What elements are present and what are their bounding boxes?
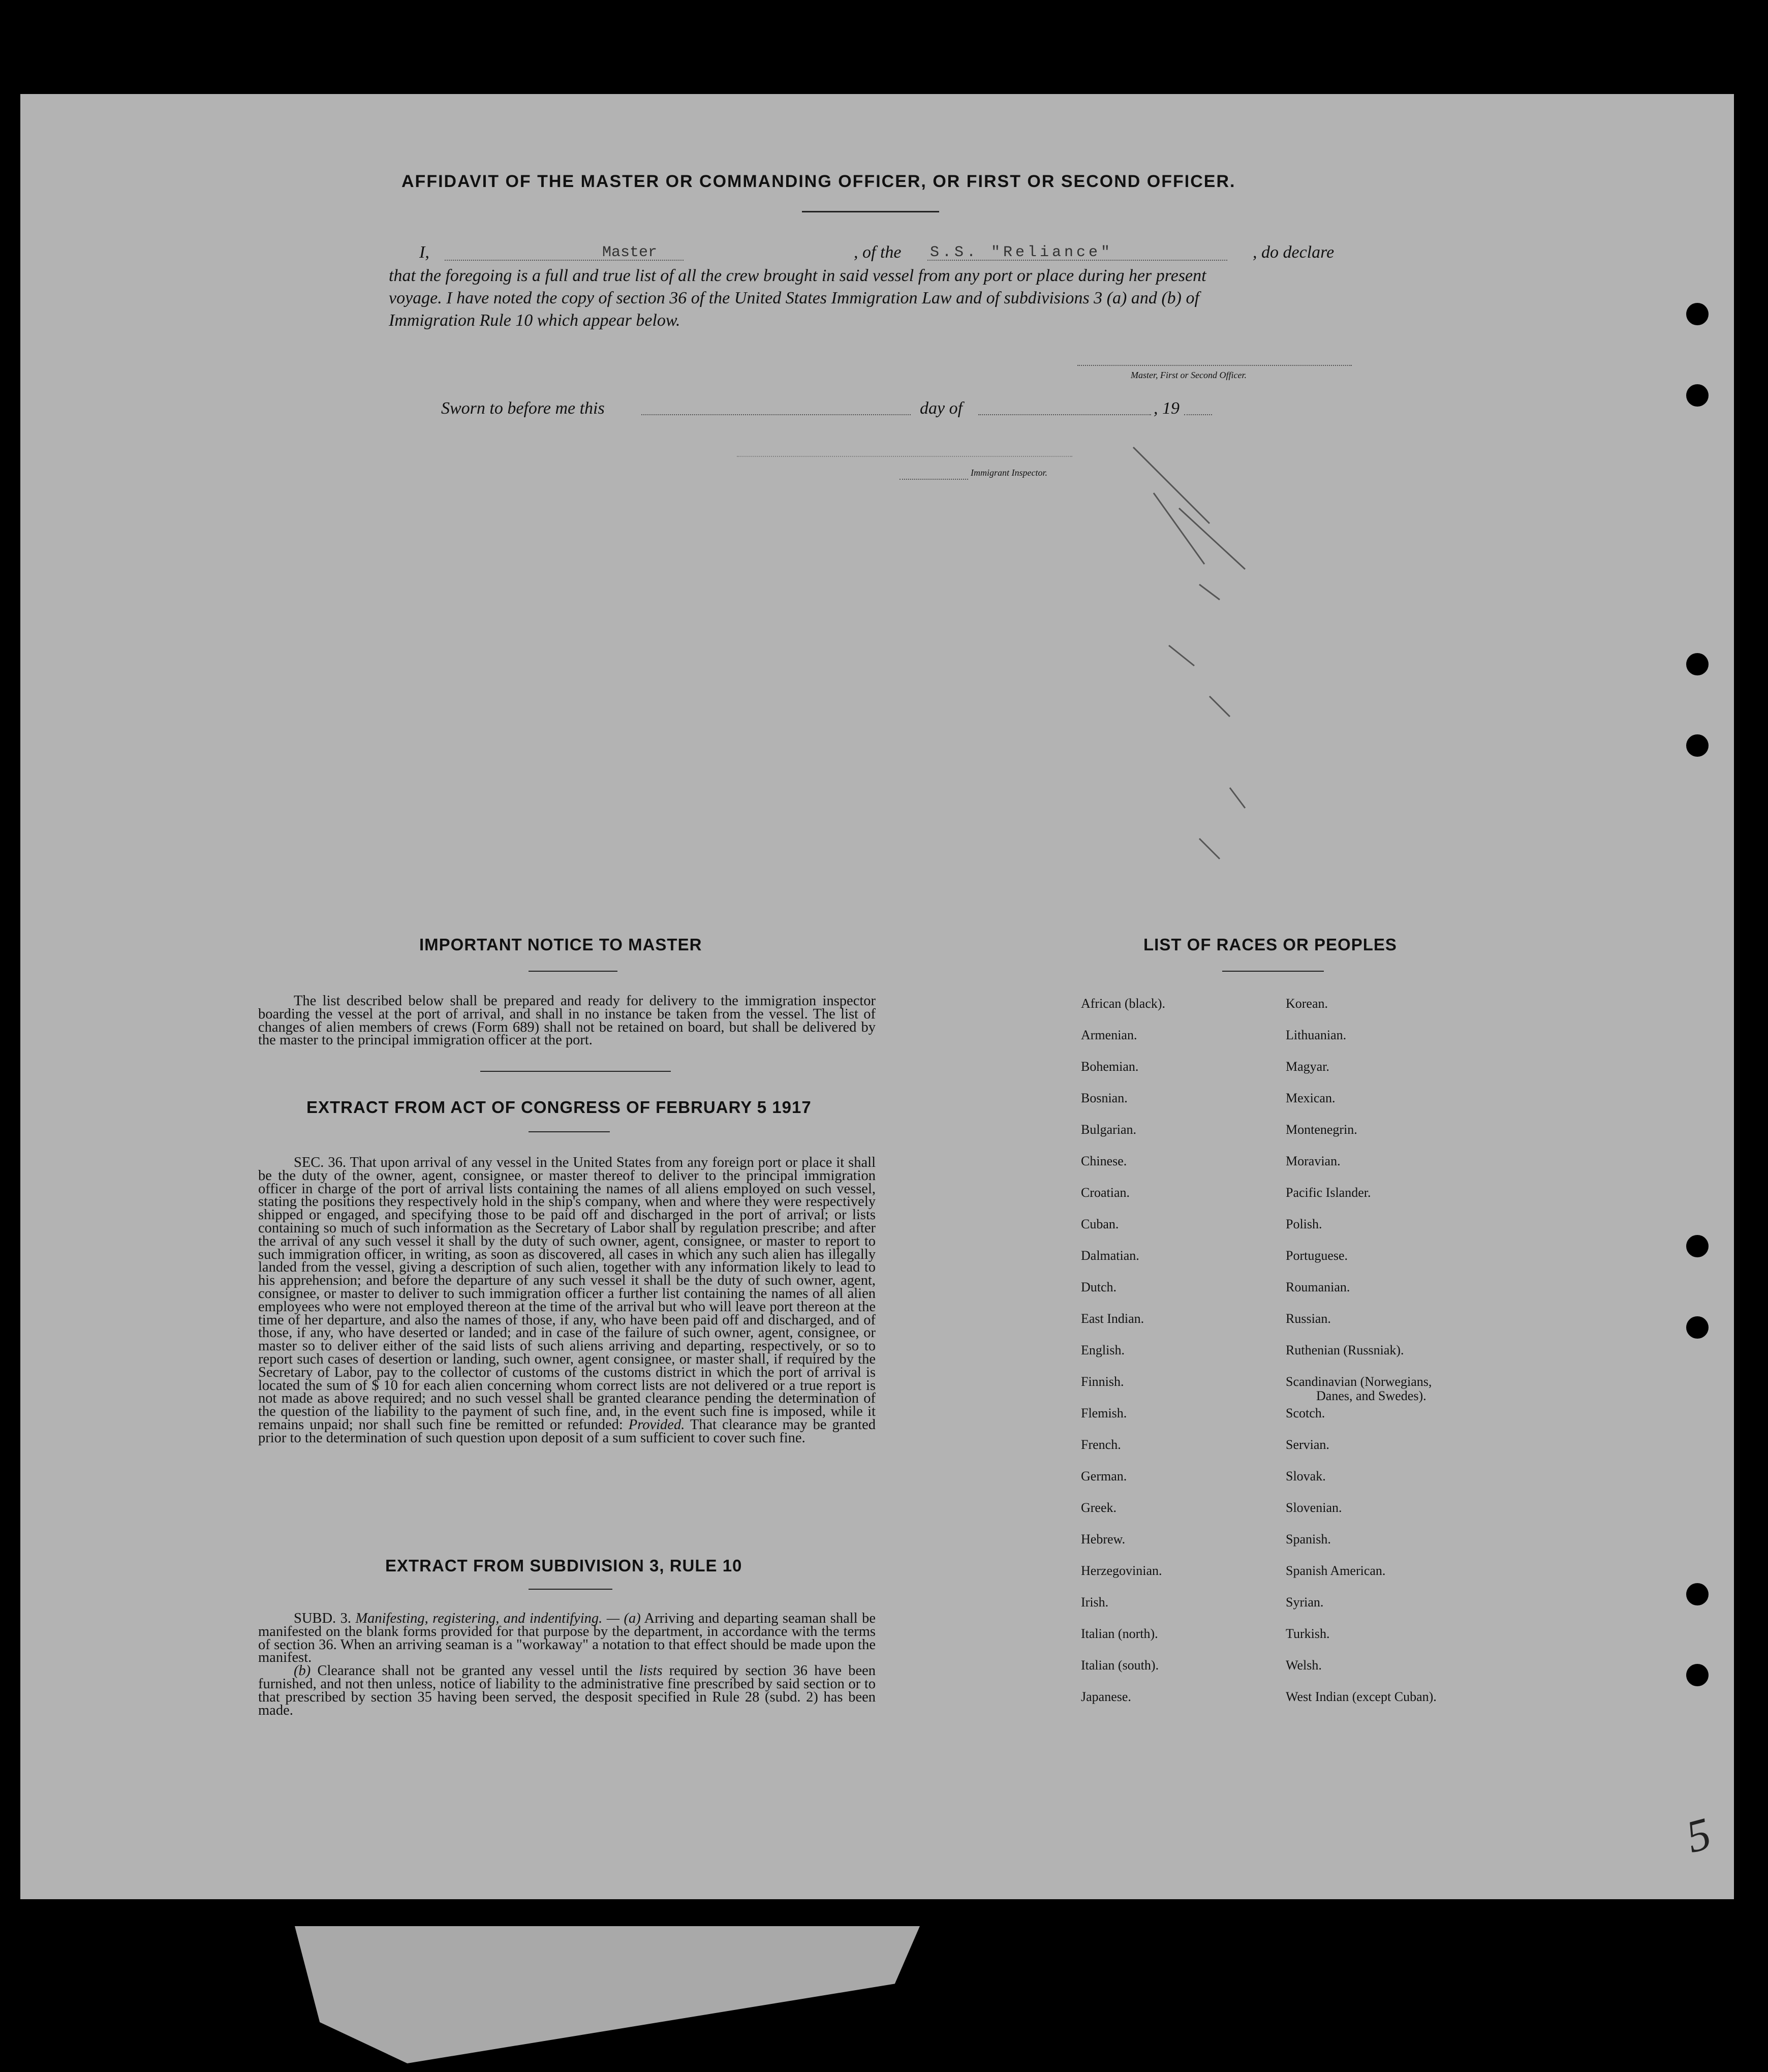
race-entry: Moravian. xyxy=(1286,1154,1341,1168)
race-entry: Korean. xyxy=(1286,996,1328,1011)
punch-hole xyxy=(1686,303,1709,325)
sworn-label: Sworn to before me this xyxy=(441,399,605,418)
punch-hole xyxy=(1686,1235,1709,1257)
rule-extract-rule xyxy=(529,1589,612,1590)
race-entry: Magyar. xyxy=(1286,1059,1329,1074)
notice-rule xyxy=(529,971,617,972)
sworn-month-line xyxy=(978,414,1151,415)
act-extract-body xyxy=(258,1156,876,1445)
affidavit-line-2: that the foregoing is a full and true list of all the crew brought in said vessel from any port or place during her present xyxy=(389,266,1206,285)
race-entry: Spanish American. xyxy=(1286,1563,1386,1578)
affidavit-line-4: Immigration Rule 10 which appear below. xyxy=(389,311,680,330)
punch-hole xyxy=(1686,1583,1709,1605)
race-entry: Spanish. xyxy=(1286,1532,1331,1547)
sworn-day-line xyxy=(641,414,911,415)
punch-hole xyxy=(1686,1664,1709,1686)
do-declare-text: , do declare xyxy=(1253,243,1335,262)
subd-b-text-1: Clearance shall not be granted any vessel until the xyxy=(317,1663,633,1679)
race-entry: Greek. xyxy=(1081,1500,1117,1515)
race-entry: Roumanian. xyxy=(1286,1280,1350,1294)
subd-label: SUBD. 3. xyxy=(294,1611,351,1626)
punch-hole xyxy=(1686,1316,1709,1339)
race-entry: Japanese. xyxy=(1081,1689,1131,1704)
act-extract-rule xyxy=(529,1131,610,1132)
pencil-marks xyxy=(1077,432,1281,940)
race-entry: Herzegovinian. xyxy=(1081,1563,1162,1578)
race-entry: Chinese. xyxy=(1081,1154,1127,1168)
race-entry: Lithuanian. xyxy=(1286,1028,1347,1042)
race-entry: Russian. xyxy=(1286,1311,1331,1326)
race-entry: German. xyxy=(1081,1469,1127,1483)
provided-word: Provided. xyxy=(628,1416,685,1433)
subd-heading: Manifesting, registering, and indentifying. — (a) xyxy=(355,1611,641,1626)
handwritten-page-number: 5 xyxy=(1681,1808,1717,1863)
subd-a-text: Arriving and departing seaman shall be manifested on the blank forms provided for that purpose by the department, in accordance with the terms of section 36. When an arriving seaman is a "workaway" a notation to that effect should be made upon the manifest. xyxy=(258,1611,876,1666)
day-of-label: day of xyxy=(920,399,963,418)
vessel-field-value: S.S. "Reliance" xyxy=(930,244,1113,261)
race-entry: West Indian (except Cuban). xyxy=(1286,1689,1437,1704)
race-entry-continuation: Danes, and Swedes). xyxy=(1316,1388,1426,1403)
race-entry: Bulgarian. xyxy=(1081,1122,1137,1137)
race-entry: Finnish. xyxy=(1081,1374,1124,1389)
section-36-text: SEC. 36. That upon arrival of any vessel in the United States from any foreign port or place it shall be the duty of the owner, agent, consignee, or master thereof to deliver to the principal immigration officer in charge of the port of arrival lists containing the names of all aliens employed on such vessel, stating the positions they respectively hold in the ship's company, when and where they were respectively shipped or engaged, and specifying those to be paid off and discharged in the port of arrival; or lists containing so much of such information as the Secretary of Labor shall by regulation prescribe; and after the arrival of any such vessel it shall by the duty of such owner, agent, consignee, or master to report to such immigration officer, in writing, as soon as discovered, all cases in which any such alien has illegally landed from the vessel, giving a description of such alien, together with any information likely to lead to his apprehension; and before the departure of any such vessel it shall be the duty of such owner, agent, consignee, or master to deliver to such immigration officer a further list containing the names of all alien employees who were not employed thereon at the time of the arrival but who will leave port thereon at the time of her departure, and also the names of those, if any, who have been paid off and discharged, and of those, if any, who have deserted or landed; and in case of the failure of such owner, agent, consignee, or master so to deliver either of the said lists of such aliens arriving and departing, respectively, or so to report such cases of desertion or landing, such owner, agent consignee, or master shall, if required by the Secretary of Labor, pay to the collector of customs of the customs district in which the port of arrival is located the sum of $ 10 for each alien concerning whom correct lists are not delivered or a true report is not made as above required; and no such vessel shall be granted clearance pending the determination of the question of the liability to the payment of such fine, and, in the event such fine is imposed, while it remains unpaid; nor shall such fine be remitted or refunded: xyxy=(258,1155,876,1433)
race-entry: Italian (north). xyxy=(1081,1626,1158,1641)
race-entry: Slovak. xyxy=(1286,1469,1326,1483)
inspector-signature-line xyxy=(737,456,1072,457)
race-entry: Portuguese. xyxy=(1286,1248,1348,1263)
year-line xyxy=(1184,414,1212,415)
subd-b-text-2: required by section 36 have been furnished, and not then unless, notice of liability to the administrative fine prescribed by said section or to that prescribed by section 35 having been served, the desposit specified in Rule 28 (subd. 2) has been made. xyxy=(258,1663,876,1718)
punch-hole xyxy=(1686,384,1709,407)
title-rule xyxy=(802,211,939,212)
subd-b-lists-word: lists xyxy=(639,1663,663,1679)
affidavit-title: AFFIDAVIT OF THE MASTER OR COMMANDING OFFICER, OR FIRST OR SECOND OFFICER. xyxy=(401,172,1236,191)
race-entry: Bohemian. xyxy=(1081,1059,1139,1074)
affidavit-line-3: voyage. I have noted the copy of section 36 of the United States Immigration Law and of subdivisions 3 (a) and (b) of xyxy=(389,289,1199,307)
race-entry: Dalmatian. xyxy=(1081,1248,1139,1263)
notice-end-rule xyxy=(480,1071,671,1072)
inspector-caption: Immigrant Inspector. xyxy=(971,468,1047,478)
rule-extract-body xyxy=(258,1612,876,1717)
race-entry: Slovenian. xyxy=(1286,1500,1342,1515)
race-entry: Welsh. xyxy=(1286,1658,1322,1673)
race-entry: Pacific Islander. xyxy=(1286,1185,1371,1200)
race-entry: Servian. xyxy=(1286,1437,1329,1452)
race-entry: African (black). xyxy=(1081,996,1166,1011)
notice-title: IMPORTANT NOTICE TO MASTER xyxy=(419,935,702,954)
race-entry: Ruthenian (Russniak). xyxy=(1286,1343,1404,1357)
race-entry: Dutch. xyxy=(1081,1280,1117,1294)
race-entry: Scotch. xyxy=(1286,1406,1325,1420)
punch-hole xyxy=(1686,734,1709,757)
race-entry: Flemish. xyxy=(1081,1406,1127,1420)
race-entry: English. xyxy=(1081,1343,1125,1357)
race-entry: Armenian. xyxy=(1081,1028,1137,1042)
subd-b-label: (b) xyxy=(294,1663,311,1679)
race-entry: Mexican. xyxy=(1286,1091,1336,1105)
officer-signature-line xyxy=(1077,365,1352,366)
race-entry: Croatian. xyxy=(1081,1185,1130,1200)
year-label: , 19 xyxy=(1154,399,1180,418)
race-entry: Bosnian. xyxy=(1081,1091,1128,1105)
race-entry: Hebrew. xyxy=(1081,1532,1126,1547)
torn-paper-flap xyxy=(295,1926,920,2063)
races-title: LIST OF RACES OR PEOPLES xyxy=(1143,935,1397,954)
officer-caption: Master, First or Second Officer. xyxy=(1131,370,1247,380)
act-extract-title: EXTRACT FROM ACT OF CONGRESS OF FEBRUARY 5 1917 xyxy=(306,1098,812,1117)
race-entry: Italian (south). xyxy=(1081,1658,1159,1673)
punch-hole xyxy=(1686,653,1709,675)
section-36-tail: That clearance may be granted prior to the determination of such question upon deposit of a sum sufficient to cover such fine. xyxy=(258,1416,876,1446)
race-entry: Montenegrin. xyxy=(1286,1122,1357,1137)
race-entry: Cuban. xyxy=(1081,1217,1119,1231)
affidavit-i-prefix: I, xyxy=(419,243,429,262)
races-rule xyxy=(1222,971,1324,972)
notice-body xyxy=(258,995,876,1047)
race-entry: French. xyxy=(1081,1437,1121,1452)
notice-text: The list described below shall be prepared and ready for delivery to the immigration inspector boarding the vessel at the port of arrival, and shall in no instance be taken from the vessel. The list of changes of alien members of crews (Form 689) shall not be retained on board, but shall be delivered by the master to the principal immigration officer at the port. xyxy=(258,993,876,1048)
race-entry: Scandinavian (Norwegians, xyxy=(1286,1374,1432,1389)
inspector-caption-leader xyxy=(899,479,968,480)
race-entry: Syrian. xyxy=(1286,1595,1324,1610)
race-entry: Turkish. xyxy=(1286,1626,1330,1641)
race-entry: Polish. xyxy=(1286,1217,1322,1231)
of-the-text: , of the xyxy=(854,243,902,262)
race-entry: Irish. xyxy=(1081,1595,1109,1610)
name-field-value: Master xyxy=(602,244,658,261)
rule-extract-title: EXTRACT FROM SUBDIVISION 3, RULE 10 xyxy=(385,1556,742,1575)
race-entry: East Indian. xyxy=(1081,1311,1144,1326)
